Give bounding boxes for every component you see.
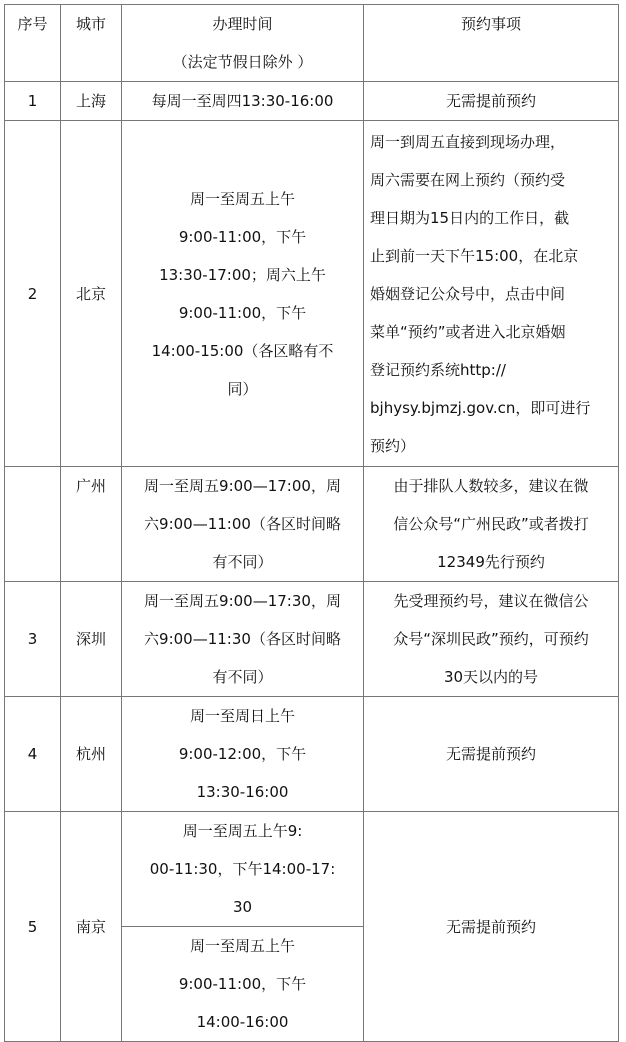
cell-line: 婚姻登记公众号中，点击中间: [370, 284, 566, 303]
cell-line: 无需提前预约: [445, 745, 536, 763]
cell-line: 14:00-16:00: [196, 1013, 289, 1031]
row-seq: [5, 467, 61, 582]
cell-line: 14:00-15:00（各区略有不: [151, 341, 334, 360]
table-row: [5, 697, 619, 812]
row-seq: 2: [5, 121, 61, 467]
cell-line: 信公众号“广州民政”或者拨打: [393, 515, 589, 533]
row-city: 上海: [61, 82, 122, 121]
row-time: [122, 582, 364, 697]
cell-line: 周六需要在网上预约（预约受: [370, 170, 566, 189]
row-time-b: [122, 927, 364, 1042]
cell-line: 无需提前预约: [445, 92, 536, 110]
header-row: [5, 5, 619, 82]
row-appointment: [364, 697, 619, 812]
schedule-table: [4, 4, 619, 1042]
table-row: [5, 582, 619, 697]
cell-line: 先受理预约号，建议在微信公: [393, 592, 589, 610]
header-seq: 序号: [5, 5, 61, 82]
header-city: 城市: [61, 5, 122, 82]
row-city: 广州: [61, 467, 122, 582]
cell-line: 30天以内的号: [443, 668, 539, 686]
row-city: 南京: [61, 812, 122, 1042]
cell-line: 周一至周五9:00—17:00，周: [144, 477, 341, 495]
cell-line: 每周一至周四13:30-16:00: [151, 92, 334, 110]
cell-line: 9:00-11:00，下午: [178, 975, 307, 993]
row-appointment: [364, 82, 619, 121]
row-city: 杭州: [61, 697, 122, 812]
cell-line: 六9:00—11:00（各区时间略: [144, 515, 341, 533]
header-time: [122, 5, 364, 82]
cell-line: 菜单“预约”或者进入北京婚姻: [370, 322, 566, 341]
table-row: [5, 812, 619, 927]
row-seq: 3: [5, 582, 61, 697]
cell-line: 预约）: [370, 436, 416, 455]
header-time-line2: （法定节假日除外 ）: [172, 53, 313, 71]
cell-line: 13:30-17:00；周六上午: [159, 265, 326, 284]
cell-line: 六9:00—11:30（各区时间略: [144, 630, 341, 648]
row-seq: 4: [5, 697, 61, 812]
cell-line: 周一至周五上午: [189, 937, 295, 955]
row-time: [122, 697, 364, 812]
cell-line: 9:00-12:00，下午: [178, 745, 307, 763]
cell-line: 9:00-11:00，下午: [178, 303, 307, 322]
row-appointment: [364, 582, 619, 697]
cell-line: 有不同）: [212, 553, 273, 571]
cell-line: 00-11:30，下午14:00-17:: [149, 860, 336, 878]
table-row: [5, 467, 619, 582]
cell-line: 登记预约系统http://: [370, 360, 506, 379]
row-seq: 5: [5, 812, 61, 1042]
row-time-a: [122, 812, 364, 927]
row-city: 北京: [61, 121, 122, 467]
cell-line: 周一到周五直接到现场办理，: [370, 132, 566, 151]
cell-line: 同）: [227, 379, 258, 398]
table-row: [5, 82, 619, 121]
cell-line: 众号“深圳民政”预约，可预约: [393, 630, 589, 648]
row-seq: 1: [5, 82, 61, 121]
row-appointment: [364, 812, 619, 1042]
row-time: [122, 82, 364, 121]
cell-line: 无需提前预约: [445, 917, 536, 936]
cell-line: 30: [232, 898, 253, 916]
cell-line: 周一至周五上午9:: [182, 822, 303, 840]
cell-line: 周一至周五9:00—17:30，周: [144, 592, 341, 610]
table-row: [5, 121, 619, 467]
cell-line: 12349先行预约: [437, 553, 545, 571]
cell-line: 13:30-16:00: [196, 783, 289, 801]
header-time-line1: 办理时间: [212, 15, 273, 33]
cell-line: 周一至周五上午: [189, 189, 295, 208]
cell-line: 止到前一天下午15:00，在北京: [370, 246, 579, 265]
cell-line: 9:00-11:00，下午: [178, 227, 307, 246]
row-appointment: [364, 467, 619, 582]
cell-line: bjhysy.bjmzj.gov.cn，即可进行: [370, 398, 591, 417]
row-city: 深圳: [61, 582, 122, 697]
header-appointment: 预约事项: [364, 5, 619, 82]
cell-line: 有不同）: [212, 668, 273, 686]
row-time: [122, 121, 364, 467]
cell-line: 由于排队人数较多，建议在微: [393, 477, 589, 495]
row-appointment: [364, 121, 619, 467]
cell-line: 理日期为15日内的工作日，截: [370, 208, 570, 227]
row-time: [122, 467, 364, 582]
cell-line: 周一至周日上午: [189, 707, 295, 725]
